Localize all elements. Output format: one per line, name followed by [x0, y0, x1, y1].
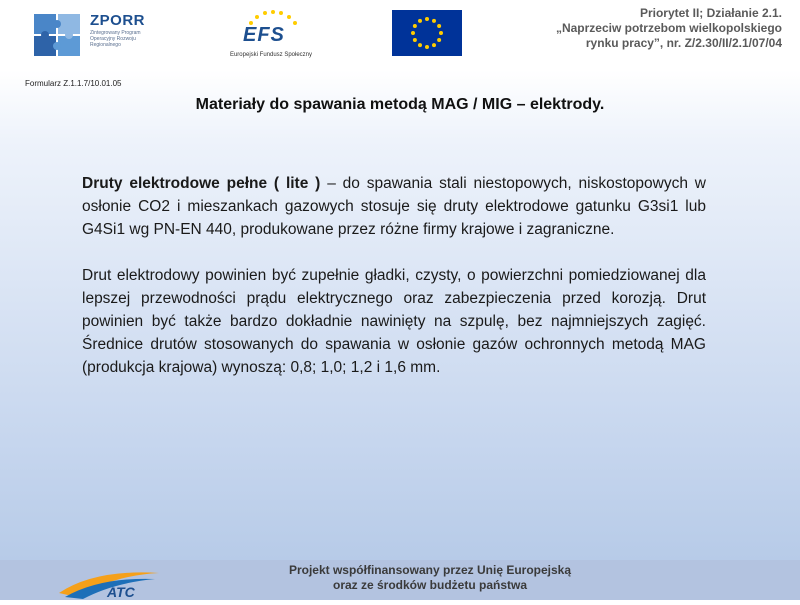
atc-wordmark: ATC [107, 584, 135, 600]
eu-star [439, 31, 443, 35]
eu-star [411, 31, 415, 35]
priority-line-3: rynku pracy”, nr. Z/2.30/II/2.1/07/04 [585, 36, 782, 50]
priority-line-2: „Naprzeciw potrzebom wielkopolskiego [555, 21, 782, 35]
eu-star [425, 17, 429, 21]
zporr-logo [32, 10, 162, 60]
paragraph-1-lead: Druty elektrodowe pełne ( lite ) [82, 175, 321, 192]
project-priority [482, 6, 782, 51]
eu-star [418, 43, 422, 47]
atc-logo [55, 563, 165, 600]
paragraph-2: Drut elektrodowy powinien być zupełnie gładki, czysty, o powierzchni pomiedziowanej dla lepszej przewodności prądu elektrycznego oraz zabezpieczenia przed korozją. Drut powinien być także bardzo dokładnie nawinięty na szpulę, bez najmniejszych zagięć. Średnice drutów stosowanych do spawania w osłonie gazów ochronnych metodą MAG (produkcja krajowa) wynoszą: 0,8; 1,0; 1,2 i 1,6 mm. [82, 267, 706, 376]
zporr-subtitle: Zintegrowany Program Operacyjny Rozwoju Regionalnego [90, 30, 141, 48]
eu-star [432, 43, 436, 47]
zporr-title: ZPORR [90, 12, 145, 29]
eu-star [418, 19, 422, 23]
eu-star [425, 45, 429, 49]
eu-star [413, 24, 417, 28]
page-title: Materiały do spawania metodą MAG / MIG – elektrody. [195, 96, 605, 113]
footer-line-1: Projekt współfinansowany przez Unię Europejską [288, 563, 572, 577]
priority-line-1: Priorytet II; Działanie 2.1. [639, 6, 782, 20]
footer-line-2: oraz ze środków budżetu państwa [332, 578, 528, 592]
efs-wordmark: EFS [243, 24, 285, 46]
eu-flag [392, 10, 462, 56]
eu-star [432, 19, 436, 23]
body-text [82, 172, 706, 402]
eu-star [413, 38, 417, 42]
form-code: Formularz Z.1.1.7/10.01.05 [25, 79, 122, 88]
puzzle-icon [32, 10, 84, 58]
eu-star [437, 24, 441, 28]
footer-text [220, 563, 640, 593]
paragraph-1 [82, 172, 706, 241]
paragraph-1-rest: – do spawania stali niestopowych, niskostopowych w osłonie CO2 i mieszankach gazowych stosuje się druty elektrodowe gatunku G3si1 lub G4Si1 wg PN-EN 440, produkowane przez różne firmy krajowe i zagraniczne. [82, 175, 706, 238]
efs-logo [225, 8, 317, 62]
efs-caption: Europejski Fundusz Społeczny [229, 52, 313, 58]
eu-stars-icon [392, 10, 462, 56]
atc-swoosh-icon [55, 563, 165, 600]
eu-star [437, 38, 441, 42]
